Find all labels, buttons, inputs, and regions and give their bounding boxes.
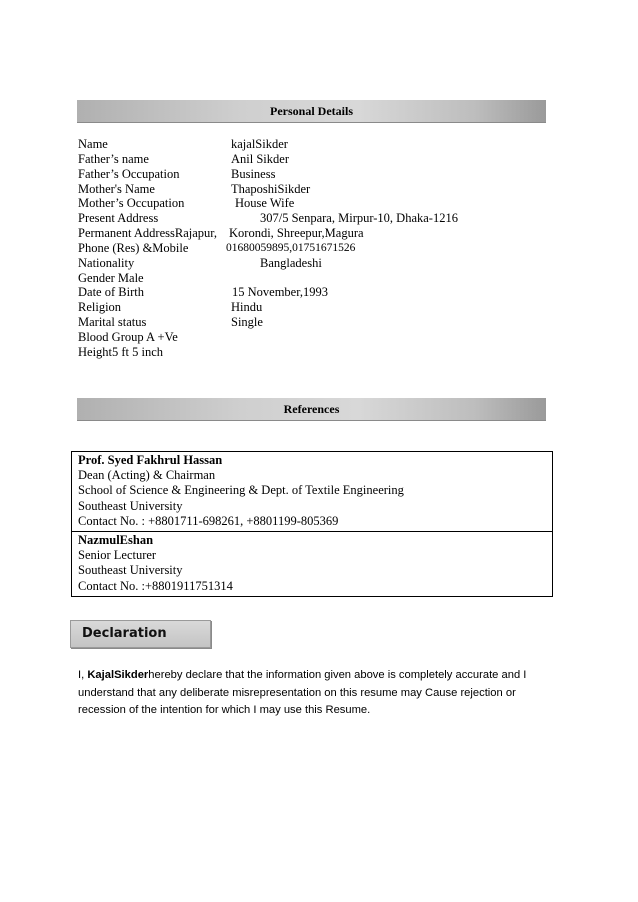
declaration-heading: Declaration xyxy=(82,626,167,641)
references-table xyxy=(71,451,553,597)
reference-entry xyxy=(72,531,552,596)
detail-label: Permanent AddressRajapur, xyxy=(78,226,218,241)
detail-value: 307/5 Senpara, Mirpur-10, Dhaka-1216 xyxy=(260,211,458,226)
declaration-header-box xyxy=(70,620,211,648)
detail-inline-text: Height5 ft 5 inch xyxy=(78,344,164,359)
detail-inline-text: Blood Group A +Ve xyxy=(78,329,178,344)
detail-label: Mother's Name xyxy=(78,181,155,196)
reference-line: Southeast University xyxy=(78,498,183,513)
declaration-text: hereby declare that the information given above is completely accurate and I xyxy=(148,669,527,681)
reference-line: Southeast University xyxy=(78,563,183,578)
reference-line: Senior Lecturer xyxy=(78,548,157,563)
declaration-paragraph xyxy=(78,667,568,720)
detail-inline-text: Gender Male xyxy=(78,270,144,285)
reference-line: Contact No. :+8801911751314 xyxy=(78,578,233,593)
detail-label: Religion xyxy=(78,300,122,315)
detail-value: House Wife xyxy=(235,196,295,211)
detail-label: Father’s name xyxy=(78,151,149,166)
detail-value: 15 November,1993 xyxy=(232,285,329,300)
references-heading: References xyxy=(283,402,340,416)
detail-label: Mother’s Occupation xyxy=(78,196,185,211)
declaration-line: understand that any deliberate misrepresentation on this resume may Cause rejection or xyxy=(78,686,516,699)
detail-value: Hindu xyxy=(231,300,263,315)
detail-label: Nationality xyxy=(78,255,135,270)
declaration-line xyxy=(78,667,568,685)
detail-label: Name xyxy=(78,137,108,151)
detail-value: kajalSikder xyxy=(231,137,288,151)
reference-line: Contact No. : +8801711-698261, +8801199-805369 xyxy=(78,513,339,528)
detail-label: Father’s Occupation xyxy=(78,166,180,181)
detail-value: Bangladeshi xyxy=(260,255,322,270)
declaration-line: recession of the intention for which I may use this Resume. xyxy=(78,704,371,716)
detail-value: Business xyxy=(231,166,276,181)
detail-value: Single xyxy=(231,315,263,330)
declaration-prefix: I, xyxy=(78,669,88,681)
detail-value: 01680059895,01751671526 xyxy=(226,241,356,254)
reference-entry xyxy=(72,452,552,531)
detail-label: Date of Birth xyxy=(78,285,144,300)
personal-details-heading: Personal Details xyxy=(270,104,353,118)
declarant-name: KajalSikder xyxy=(87,669,149,681)
reference-line: Dean (Acting) & Chairman xyxy=(78,468,216,483)
detail-label: Marital status xyxy=(78,315,147,330)
detail-value: ThaposhiSikder xyxy=(231,181,311,196)
detail-value: Korondi, Shreepur,Magura xyxy=(229,226,364,241)
detail-label: Phone (Res) &Mobile xyxy=(78,240,189,255)
reference-name: Prof. Syed Fakhrul Hassan xyxy=(78,453,223,467)
detail-value: Anil Sikder xyxy=(231,151,289,166)
references-header-bar xyxy=(77,398,546,421)
personal-details-header-bar xyxy=(77,100,546,123)
reference-name: NazmulEshan xyxy=(78,533,154,548)
detail-label: Present Address xyxy=(78,211,159,226)
reference-line: School of Science & Engineering & Dept. of Textile Engineering xyxy=(78,483,404,498)
